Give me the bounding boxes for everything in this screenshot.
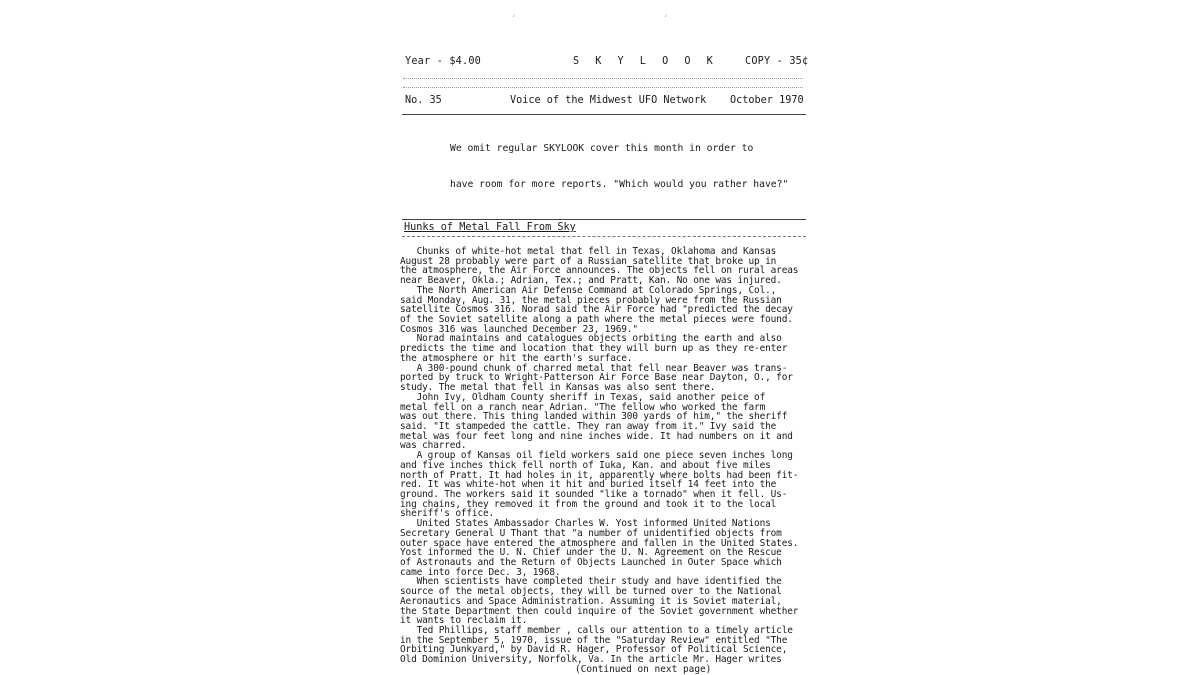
- article-headline: Hunks of Metal Fall From Sky: [404, 222, 576, 233]
- article-line: satellite Cosmos 316. Norad said the Air Force had "predicted the decay: [400, 304, 793, 316]
- article-line: red. It was white-hot when it hit and buried itself 14 feet into the: [400, 479, 777, 491]
- article-line: was out there. This thing landed within 300 yards of him," the sheriff: [400, 411, 788, 423]
- masthead: [400, 52, 812, 74]
- editor-note-line: We omit regular SKYLOOK cover this month in order to: [450, 143, 754, 154]
- scan-speck: ʻ: [512, 14, 516, 25]
- article-line: When scientists have completed their study and have identified the: [400, 576, 782, 588]
- article-line: A 300-pound chunk of charred metal that fell near Beaver was trans-: [400, 362, 788, 374]
- article-line: ported by truck to Wright-Patterson Air Force Base near Dayton, O., for: [400, 372, 793, 384]
- divider: [403, 78, 803, 79]
- tagline: Voice of the Midwest UFO Network: [510, 95, 707, 106]
- article-line: ground. The workers said it sounded "like a tornado" when it fell. Us-: [400, 488, 788, 500]
- article-line: of Astronauts and the Return of Objects Launched in Outer Space which: [400, 557, 782, 568]
- continued-note: (Continued on next page): [575, 663, 712, 675]
- divider: [402, 236, 806, 237]
- article-line: north of Pratt. It had holes in it, apparently where bolts had been fit-: [400, 469, 799, 481]
- newsletter-title: S K Y L O O K: [573, 56, 718, 67]
- article-line: sheriff's office.: [400, 508, 495, 520]
- article-line: Orbiting Junkyard," by David R. Hager, Professor of Political Science,: [400, 644, 788, 656]
- article-line: Yost informed the U. N. Chief under the U. N. Agreement on the Rescue: [400, 547, 782, 559]
- issue-number: No. 35: [405, 95, 442, 106]
- divider: [403, 87, 803, 88]
- article-line: metal fell on a ranch near Adrian. "The fellow who worked the farm: [400, 401, 766, 413]
- article-line: metal was four feet long and nine inches wide. It had numbers on it and: [400, 430, 793, 442]
- article-line: Chunks of white-hot metal that fell in Texas, Oklahoma and Kansas: [400, 246, 777, 257]
- editor-note: [400, 115, 812, 219]
- article-line: near Beaver, Okla.; Adrian, Tex.; and Pratt, Kan. No one was injured.: [400, 275, 782, 287]
- article-line: United States Ambassador Charles W. Yost informed United Nations: [400, 518, 771, 530]
- article-line: said Monday, Aug. 31, the metal pieces probably were from the Russian: [400, 294, 782, 306]
- article-line: in the September 5, 1970, issue of the "Saturday Review" entitled "The: [400, 634, 788, 646]
- subscription-price: Year - $4.00: [405, 56, 482, 67]
- article-line: the atmosphere or hit the earth's surface.: [400, 352, 633, 364]
- article-line: of the Soviet satellite along a path where the metal pieces were found.: [400, 314, 793, 326]
- article-line: John Ivy, Oldham County sheriff in Texas, said another peice of: [400, 391, 766, 403]
- article-line: it wants to reclaim it.: [400, 615, 528, 627]
- article-line: study. The metal that fell in Kansas was also sent there.: [400, 382, 716, 394]
- article-line: was charred.: [400, 440, 467, 452]
- article-line: and five inches thick fell north of Iuka, Kan. and about five miles: [400, 459, 771, 471]
- article-line: predicts the time and location that they will burn up as they re-enter: [400, 343, 788, 355]
- article-body: [400, 247, 812, 665]
- article-line: the atmosphere, the Air Force announces. The objects fell on rural areas: [400, 265, 799, 277]
- article-line: A group of Kansas oil field workers said one piece seven inches long: [400, 450, 793, 462]
- editor-note-line: have room for more reports. "Which would you rather have?": [450, 179, 789, 190]
- article-line: Old Dominion University, Norfolk, Va. In the article Mr. Hager writes: [400, 654, 782, 666]
- issue-date: October 1970: [730, 95, 804, 106]
- article-line: said. "It stampeded the cattle. They ran away from it." Ivy said the: [400, 420, 777, 432]
- article-line: Secretary General U Thant that "a number of unidentified objects from: [400, 527, 782, 539]
- article-line: source of the metal objects, they will be turned over to the National: [400, 586, 782, 598]
- article-line: Cosmos 316 was launched December 23, 1969.": [400, 323, 638, 335]
- article-line: August 28 probably were part of a Russian satellite that broke up in: [400, 255, 777, 267]
- issue-line: [400, 90, 812, 110]
- article-line: came into force Dec. 3, 1968.: [400, 566, 561, 578]
- article-line: outer space have entered the atmosphere and fallen in the United States.: [400, 537, 799, 549]
- scan-speck: ʻ: [664, 14, 668, 25]
- article-line: ing chains, they removed it from the ground and took it to the local: [400, 498, 777, 510]
- article-line: Norad maintains and catalogues objects orbiting the earth and also: [400, 333, 782, 345]
- article-line: The North American Air Defense Command at Colorado Springs, Col.,: [400, 284, 777, 296]
- copy-price: COPY - 35¢: [745, 56, 809, 67]
- newsletter-sheet: [400, 52, 812, 675]
- article-line: the State Department then could inquire of the Soviet government whether: [400, 605, 799, 617]
- article-line: Ted Phillips, staff member , calls our attention to a timely article: [400, 625, 793, 637]
- article-line: Aeronautics and Space Administration. Assuming it is Soviet material,: [400, 595, 782, 607]
